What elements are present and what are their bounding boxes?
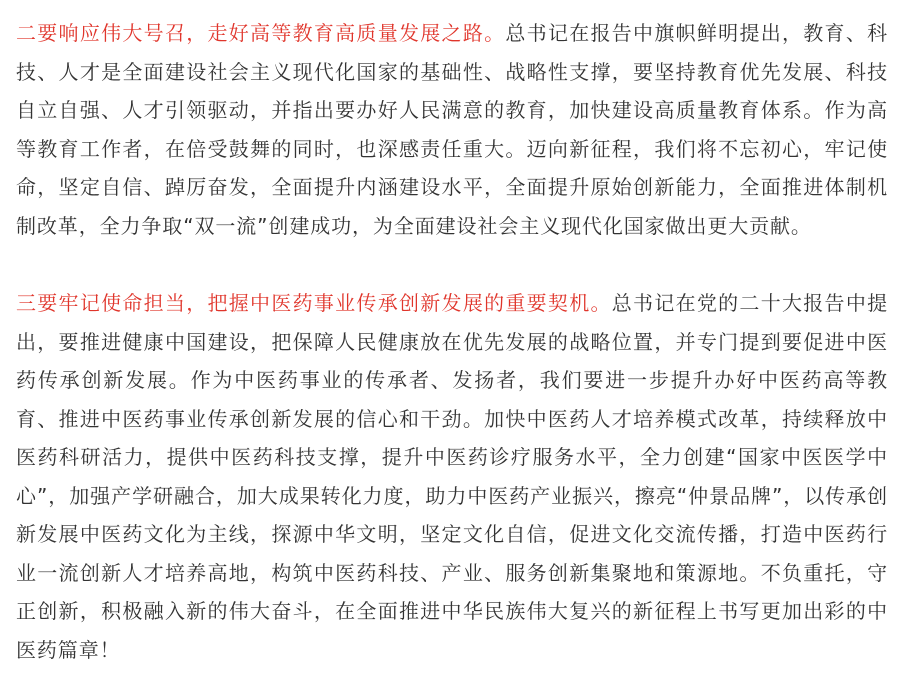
article-paragraph-3 [16, 284, 888, 669]
article-body [16, 14, 888, 669]
paragraph-lead-heading: 二要响应伟大号召，走好高等教育高质量发展之路。 [16, 21, 506, 45]
article-paragraph-2 [16, 14, 888, 245]
paragraph-lead-heading: 三要牢记使命担当，把握中医药事业传承创新发展的重要契机。 [16, 291, 612, 315]
paragraph-body-text: 总书记在党的二十大报告中提出，要推进健康中国建设，把保障人民健康放在优先发展的战略位置，并专门提到要促进中医药传承创新发展。作为中医药事业的传承者、发扬者，我们要进一步提升办好中医药高等教育、推进中医药事业传承创新发展的信心和干劲。加快中医药人才培养模式改革，持续释放中医药科研活力，提供中医药科技支撑，提升中医药诊疗服务水平，全力创建“国家中医医学中心”，加强产学研融合，加大成果转化力度，助力中医药产业振兴，擦亮“仲景品牌”，以传承创新发展中医药文化为主线，探源中华文明，坚定文化自信，促进文化交流传播，打造中医药行业一流创新人才培养高地，构筑中医药科技、产业、服务创新集聚地和策源地。不负重托，守正创新，积极融入新的伟大奋斗，在全面推进中华民族伟大复兴的新征程上书写更加出彩的中医药篇章！ [16, 291, 888, 662]
paragraph-body-text: 总书记在报告中旗帜鲜明提出，教育、科技、人才是全面建设社会主义现代化国家的基础性、战略性支撑，要坚持教育优先发展、科技自立自强、人才引领驱动，并指出要办好人民满意的教育，加快建设高质量教育体系。作为高等教育工作者，在倍受鼓舞的同时，也深感责任重大。迈向新征程，我们将不忘初心，牢记使命，坚定自信、踔厉奋发，全面提升内涵建设水平，全面提升原始创新能力，全面推进体制机制改革，全力争取“双一流”创建成功，为全面建设社会主义现代化国家做出更大贡献。 [16, 21, 889, 238]
